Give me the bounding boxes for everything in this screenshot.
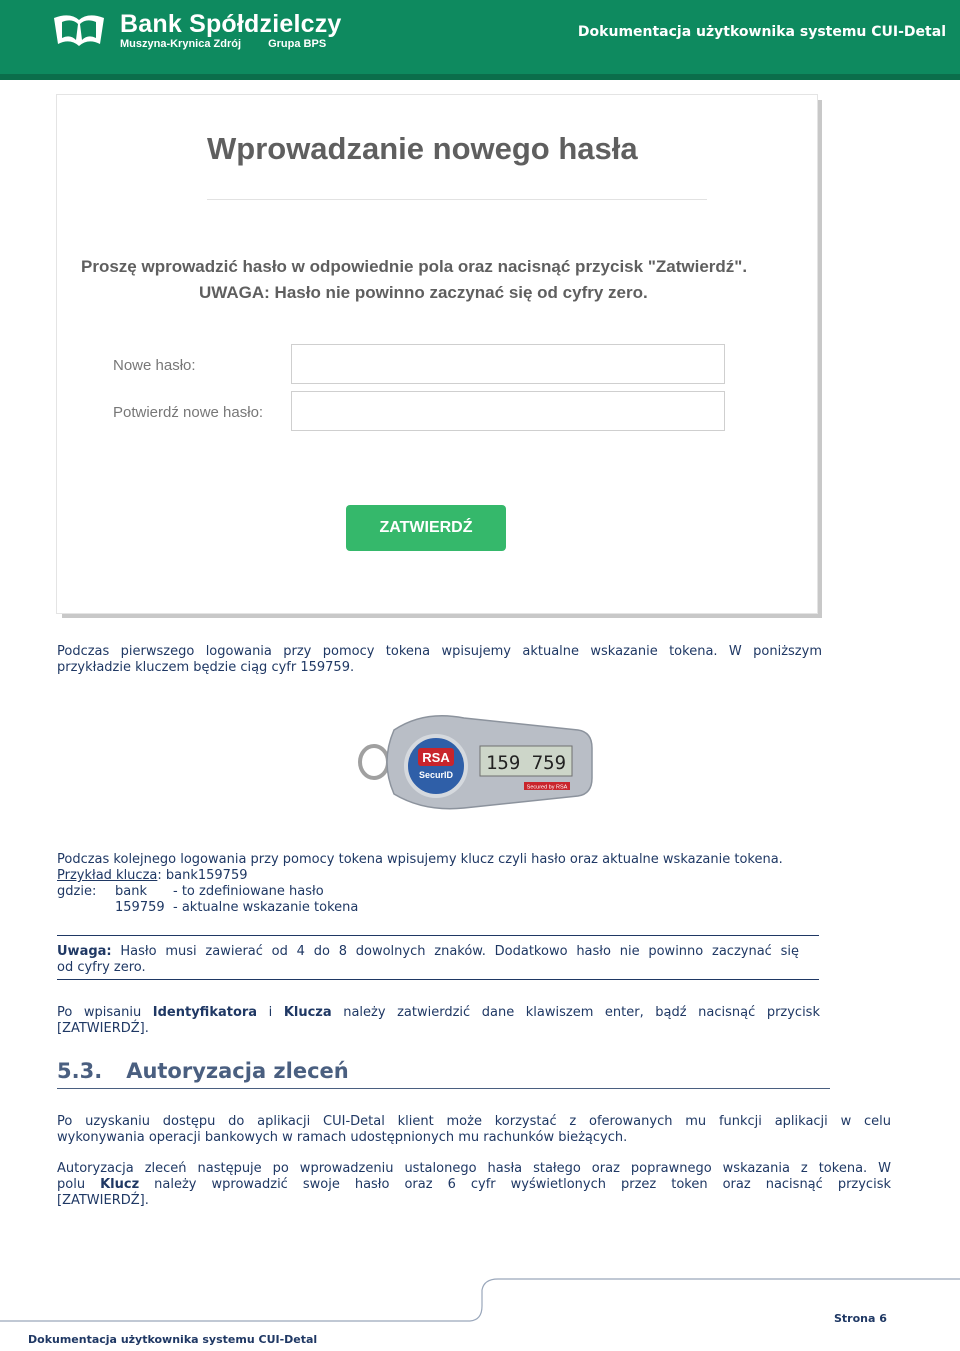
para5-post: należy wprowadzić swoje hasło oraz 6 cyfr wyświetlonych przez token oraz nacisnąć przycisk (139, 1177, 891, 1192)
para2-part1-key: bank (115, 884, 147, 899)
para3-mid: i (257, 1005, 284, 1020)
token-brand: RSA (422, 750, 450, 765)
para3-line1 (57, 1005, 820, 1021)
para3-klucz: Klucza (283, 1005, 332, 1020)
note-text: Hasło musi zawierać od 4 do 8 dowolnych znaków. Dodatkowo hasło nie powinno zaczynać się (120, 944, 799, 959)
new-password-label: Nowe hasło: (113, 357, 196, 374)
para4-line1: Po uzyskaniu dostępu do aplikacji CUI-Detal klient może korzystać z oferowanych mu funkcji aplikacji w celu (57, 1114, 891, 1129)
para5-pre: polu (57, 1177, 101, 1192)
new-password-input[interactable] (291, 344, 725, 384)
submit-button[interactable]: ZATWIERDŹ (346, 505, 506, 551)
section-heading (57, 1059, 349, 1083)
rsa-securid-token-icon (354, 708, 594, 812)
bank-name: Bank Spółdzielczy (120, 10, 342, 38)
para3-identyfikator: Identyfikatora (152, 1005, 258, 1020)
para4-line2: wykonywania operacji bankowych w ramach udostępnionych mu rachunków bieżących. (57, 1130, 628, 1145)
section-rule (57, 1088, 830, 1089)
para2-part2-key: 159759 (115, 900, 165, 915)
note-line1 (57, 944, 799, 960)
para2-line1: Podczas kolejnego logowania przy pomocy tokena wpisujemy klucz czyli hasło oraz aktualne wskazanie tokena. (57, 852, 783, 867)
confirm-password-input[interactable] (291, 391, 725, 431)
para5-klucz: Klucz (100, 1177, 140, 1192)
header-doc-title: Dokumentacja użytkownika systemu CUI-Detal (577, 24, 946, 40)
password-form-screenshot (56, 94, 818, 614)
bank-location: Muszyna-Krynica Zdrój (120, 38, 242, 50)
para3-line2: [ZATWIERDŹ]. (57, 1021, 149, 1036)
confirm-password-label: Potwierdź nowe hasło: (113, 404, 264, 421)
para5-line3: [ZATWIERDŹ]. (57, 1193, 149, 1208)
para5-line2 (57, 1177, 891, 1193)
note-bottom-rule (57, 979, 819, 980)
note-line2: od cyfry zero. (57, 960, 146, 975)
page-header (0, 0, 960, 74)
header-divider (0, 74, 960, 80)
section-title: Autoryzacja zleceń (126, 1059, 349, 1083)
example-label: Przykład klucza (57, 868, 158, 883)
para3-post: należy zatwierdzić dane klawiszem enter, bądź nacisnąć przycisk (331, 1005, 820, 1020)
form-title: Wprowadzanie nowego hasła (207, 131, 638, 166)
token-display: 159 759 (485, 752, 567, 774)
para2-gdzie: gdzie: (57, 884, 97, 899)
form-instruction: Proszę wprowadzić hasło w odpowiednie pola oraz nacisnąć przycisk "Zatwierdź". (81, 257, 748, 276)
para5-line1: Autoryzacja zleceń następuje po wprowadzeniu ustalonego hasła stałego oraz poprawnego wskazania z tokena. W (57, 1161, 891, 1176)
section-number: 5.3. (57, 1059, 103, 1083)
token-small-label: Secured by RSA (526, 784, 568, 791)
note-top-rule (57, 935, 819, 936)
page-number: Strona 6 (834, 1312, 887, 1325)
footer-swoosh (0, 1276, 960, 1326)
bank-logo-icon (50, 12, 108, 50)
para1-line1: Podczas pierwszego logowania przy pomocy tokena wpisujemy aktualne wskazanie tokena. W poniższym (57, 644, 822, 659)
para3-pre: Po wpisaniu (57, 1005, 153, 1020)
para2-example (57, 868, 248, 884)
para1-line2: przykładzie kluczem będzie ciąg cyfr 159759. (57, 660, 355, 675)
footer-doc-title: Dokumentacja użytkownika systemu CUI-Detal (28, 1333, 318, 1346)
form-warning: UWAGA: Hasło nie powinno zaczynać się od cyfry zero. (199, 283, 648, 302)
note-label: Uwaga: (57, 944, 112, 959)
para2-part1-desc: - to zdefiniowane hasło (173, 884, 324, 899)
bank-subtitle (120, 38, 326, 50)
token-product: SecurID (418, 770, 454, 780)
para2-part2-desc: - aktualne wskazanie tokena (173, 900, 359, 915)
bank-group: Grupa BPS (268, 38, 327, 50)
form-title-rule (207, 199, 707, 200)
example-value: : bank159759 (157, 868, 248, 883)
